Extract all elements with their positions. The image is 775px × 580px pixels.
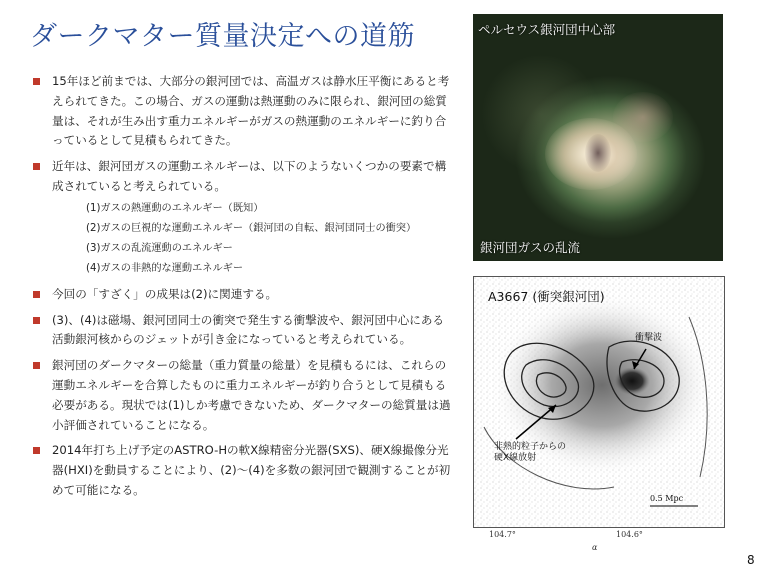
scale-bar-label: 0.5 Mpc [650,494,684,503]
bullet-text: 近年は、銀河団ガスの運動エネルギーは、以下のようないくつかの要素で構成されていると考えられている。 [52,159,447,193]
bullet-text: 15年ほど前までは、大部分の銀河団では、高温ガスは静水圧平衡にあると考えられてきた。この場合、ガスの運動は熱運動のみに限られ、銀河団の総質量は、それが生み出す重力エネルギーがガスの熱運動のエネルギーに釣り合っているとして見積もられてきた。 [52,74,450,148]
bullet-text: 今回の「すざく」の成果は(2)に関連する。 [52,286,278,301]
bullet-marker [33,163,40,170]
shock-label: 衝撃波 [635,333,663,343]
image-caption-bottom: 銀河団ガスの乱流 [480,240,581,255]
perseus-cluster-image [473,14,723,261]
a3667-xray-map [473,276,725,528]
bullet-marker [33,291,40,298]
image-caption-top: ペルセウス銀河団中心部 [478,22,616,37]
sub-item: (1)ガスの熱運動のエネルギー（既知） [86,202,264,214]
axis-tick-right: 104.6° [616,530,643,539]
nonthermal-label-2: 硬X線放射 [494,453,537,463]
bullet-marker [33,317,40,324]
sub-item: (2)ガスの巨視的な運動エネルギー（銀河団の自転、銀河団同士の衝突） [86,222,417,234]
xray-map-graphic [474,277,724,527]
axis-symbol: α [592,543,598,552]
bullet-list [28,72,453,507]
page-number: 8 [747,553,755,567]
sub-item: (3)ガスの乱流運動のエネルギー [86,242,233,254]
image-bubble [613,92,673,142]
xray-title: A3667 (衝突銀河団) [488,289,605,304]
bullet-item [28,285,453,305]
bullet-text: 銀河団のダークマターの総量（重力質量の総量）を見積もるには、これらの運動エネルギーを合算したものに重力エネルギーが釣り合うとして見積もる必要がある。現状では(1)しか考慮できないため、ダークマターの総質量は過小評価されていることになる。 [52,358,451,432]
bullet-item [28,72,453,151]
bullet-item [28,311,453,351]
nonthermal-label: 非熱的粒子からの [494,442,567,452]
axis-tick-left: 104.7° [489,530,516,539]
bullet-item [28,441,453,500]
bullet-text: (3)、(4)は磁場、銀河団同士の衝突で発生する衝撃波や、銀河団中心にある活動銀河核からのジェットが引き金になっていると考えられている。 [52,312,445,347]
bullet-marker [33,362,40,369]
bullet-item [28,157,453,279]
sub-list [86,199,453,279]
bullet-text: 2014年打ち上げ予定のASTRO-Hの軟X線精密分光器(SXS)、硬X線撮像分光器(HXI)を動員することにより、(2)〜(4)を多数の銀河団で観測することが初めて可能になる。 [52,443,451,497]
bullet-item [28,356,453,435]
image-cavity [585,134,611,172]
sub-item: (4)ガスの非熱的な運動エネルギー [86,262,244,274]
slide-title: ダークマター質量決定への道筋 [30,21,415,52]
bullet-marker [33,78,40,85]
bullet-marker [33,447,40,454]
